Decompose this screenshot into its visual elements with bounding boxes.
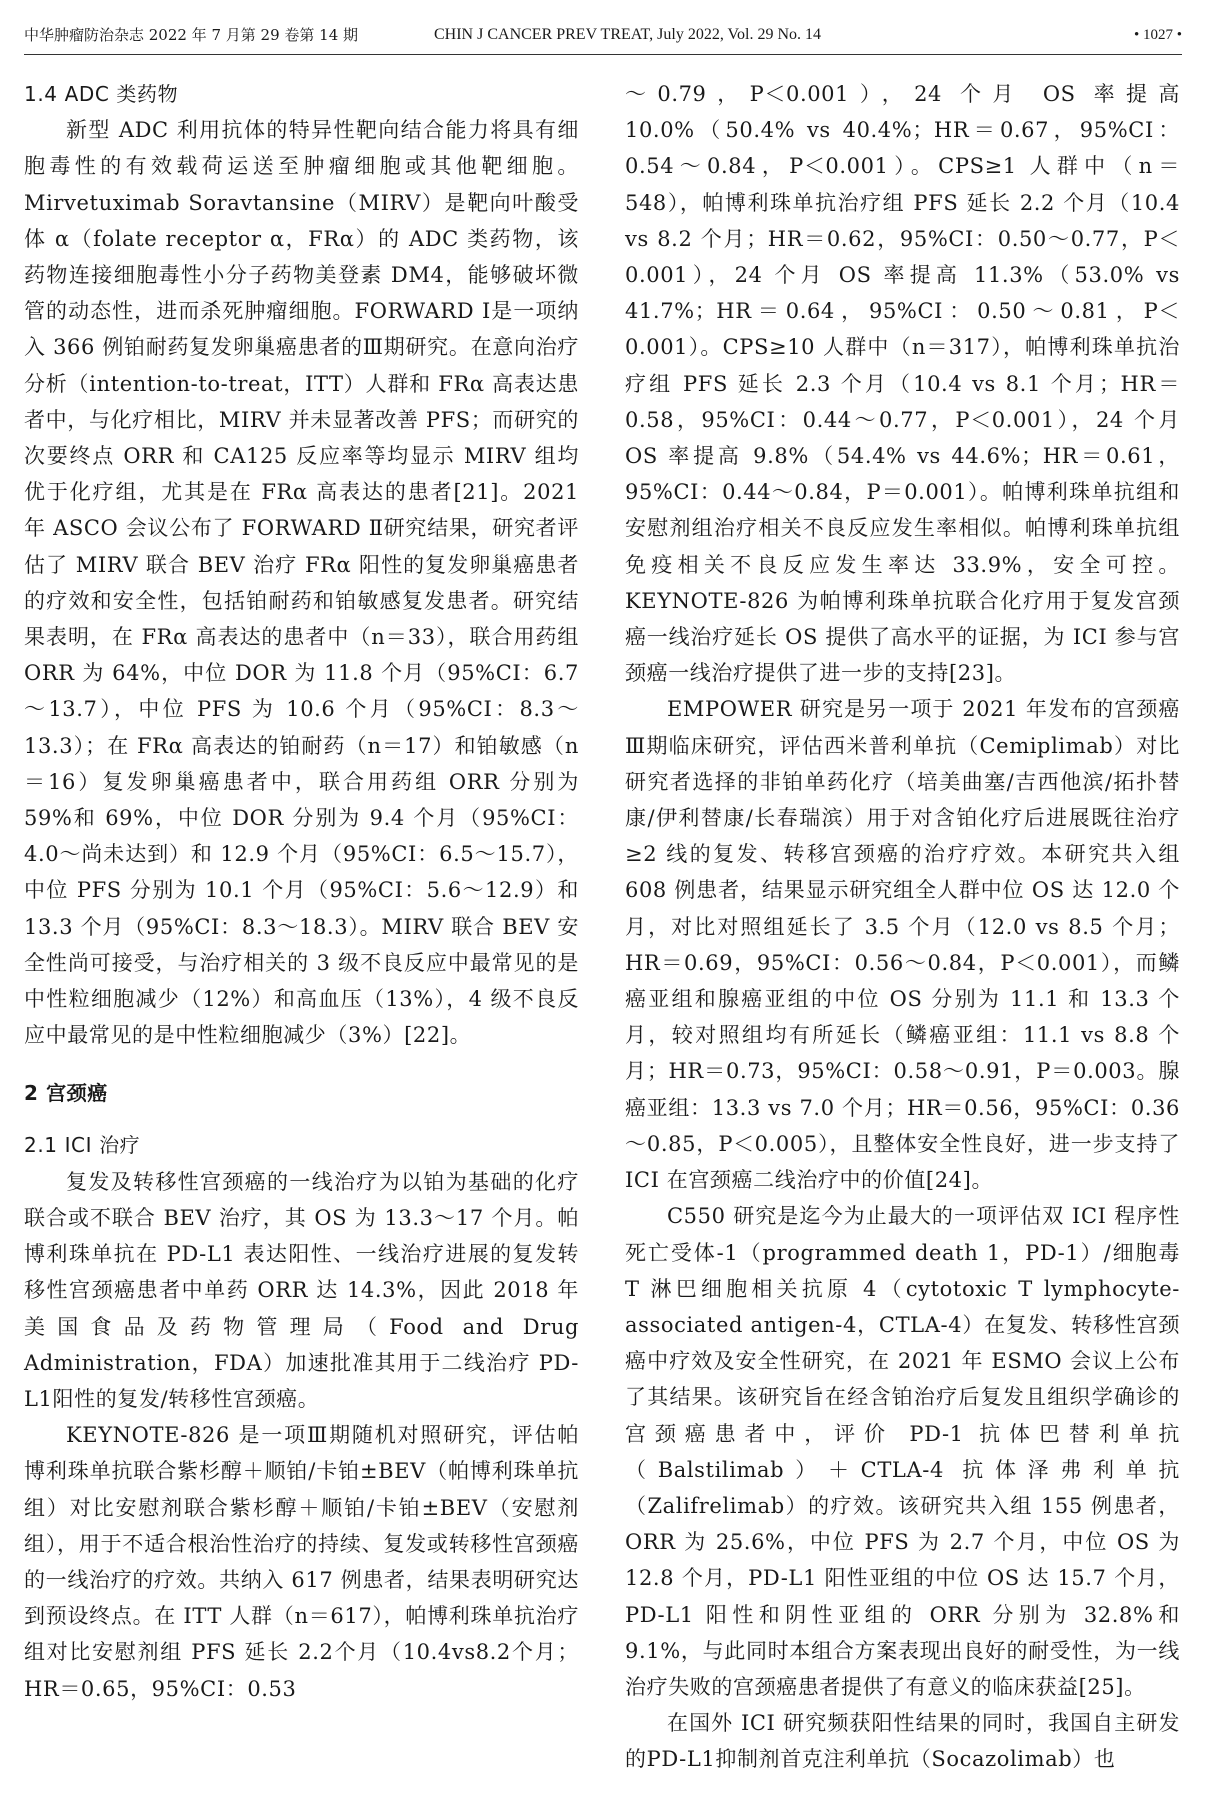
section-heading-1-4: 1.4 ADC 类药物 bbox=[24, 82, 179, 106]
journal-title-en: CHIN J CANCER PREV TREAT, July 2022, Vol. 29 No. 14 bbox=[434, 26, 822, 43]
paragraph-adc: 新型 ADC 利用抗体的特异性靶向结合能力将具有细胞毒性的有效载荷运送至肿瘤细胞或其他靶细胞。Mirvetuximab Soravtansine（MIRV）是靶向叶酸受体 α（folate receptor α，FRα）的 ADC 类药物，该药物连接细胞毒性小分子药物美登素 DM4，能够破坏微管的动态性，进而杀死肿瘤细胞。FORWARD Ⅰ是一项纳入 366 例铂耐药复发卵巢癌患者的Ⅲ期研究。在意向治疗分析（intention-to-treat，ITT）人群和 FRα 高表达患者中，与化疗相比，MIRV 并未显著改善 PFS；而研究的次要终点 ORR 和 CA125 反应率等均显示 MIRV 组均优于化疗组，尤其是在 FRα 高表达的患者[21]。2021 年 ASCO 会议公布了 FORWARD Ⅱ研究结果，研究者评估了 MIRV 联合 BEV 治疗 FRα 阳性的复发卵巢癌患者的疗效和安全性，包括铂耐药和铂敏感复发患者。研究结果表明，在 FRα 高表达的患者中（n＝33），联合用药组 ORR 为 64%，中位 DOR 为 11.8 个月（95%CI：6.7～13.7），中位 PFS 为 10.6 个月（95%CI：8.3～13.3）；在 FRα 高表达的铂耐药（n＝17）和铂敏感（n＝16）复发卵巢癌患者中，联合用药组 ORR 分别为 59%和 69%，中位 DOR 分别为 9.4 个月（95%CI：4.0～尚未达到）和 12.9 个月（95%CI：6.5～15.7），中位 PFS 分别为 10.1 个月（95%CI：5.6～12.9）和 13.3 个月（95%CI：8.3～18.3）。MIRV 联合 BEV 安全性尚可接受，与治疗相关的 3 级不良反应中最常见的是中性粒细胞减少（12%）和高血压（13%），4 级不良反应中最常见的是中性粒细胞减少（3%）[22]。 bbox=[24, 118, 579, 1048]
left-column bbox=[24, 76, 579, 1707]
running-header bbox=[24, 20, 1182, 50]
section-heading-2: 2 宫颈癌 bbox=[24, 1081, 108, 1106]
right-column bbox=[625, 76, 1180, 1778]
paragraph-cervical-intro: 复发及转移性宫颈癌的一线治疗为以铂为基础的化疗联合或不联合 BEV 治疗，其 OS 为 13.3～17 个月。帕博利珠单抗在 PD-L1 表达阳性、一线治疗进展的复发转移性宫颈癌患者中单药 ORR 达 14.3%，因此 2018 年美国食品及药物管理局（Food and Drug Administration，FDA）加速批准其用于二线治疗 PD-L1阳性的复发/转移性宫颈癌。 bbox=[24, 1169, 579, 1411]
paragraph-socazolimab: 在国外 ICI 研究频获阳性结果的同时，我国自主研发的PD-L1抑制剂首克注利单抗（Socazolimab）也 bbox=[625, 1711, 1180, 1772]
section-heading-2-1: 2.1 ICI 治疗 bbox=[24, 1133, 141, 1158]
paragraph-keynote-826: KEYNOTE-826 是一项Ⅲ期随机对照研究，评估帕博利珠单抗联合紫杉醇＋顺铂/卡铂±BEV（帕博利珠单抗组）对比安慰剂联合紫杉醇＋顺铂/卡铂±BEV（安慰剂组），用于不适合根治性治疗的持续、复发或转移性宫颈癌的一线治疗的疗效。共纳入 617 例患者，结果表明研究达到预设终点。在 ITT 人群（n＝617），帕博利珠单抗治疗组对比安慰剂组 PFS 延长 2.2个月（10.4vs8.2个月；HR＝0.65，95%CI：0.53 bbox=[24, 1423, 579, 1701]
paragraph-c550: C550 研究是迄今为止最大的一项评估双 ICI 程序性死亡受体-1（programmed death 1，PD-1）/细胞毒 T 淋巴细胞相关抗原 4（cytotoxic T lymphocyte-associated antigen-4，CTLA-4）在复发、转移性宫颈癌中疗效及安全性研究，在 2021 年 ESMO 会议上公布了其结果。该研究旨在经含铂治疗后复发且组织学确诊的宫颈癌患者中，评价 PD-1 抗体巴替利单抗（Balstilimab）＋CTLA-4 抗体泽弗利单抗（Zalifrelimab）的疗效。该研究共入组 155 例患者，ORR 为 25.6%，中位 PFS 为 2.7 个月，中位 OS 为 12.8 个月，PD-L1 阳性亚组的中位 OS 达 15.7 个月，PD-L1 阳性和阴性亚组的 ORR 分别为 32.8%和 9.1%，与此同时本组合方案表现出良好的耐受性，为一线治疗失败的宫颈癌患者提供了有意义的临床获益[25]。 bbox=[625, 1204, 1180, 1699]
page-number: • 1027 • bbox=[1133, 27, 1182, 43]
paragraph-empower: EMPOWER 研究是另一项于 2021 年发布的宫颈癌Ⅲ期临床研究，评估西米普利单抗（Cemiplimab）对比研究者选择的非铂单药化疗（培美曲塞/吉西他滨/拓扑替康/伊利替康/长春瑞滨）用于对含铂化疗后进展既往治疗≥2 线的复发、转移宫颈癌的治疗疗效。本研究共入组 608 例患者，结果显示研究组全人群中位 OS 达 12.0 个月，对比对照组延长了 3.5 个月（12.0 vs 8.5 个月；HR＝0.69，95%CI：0.56～0.84，P＜0.001），而鳞癌亚组和腺癌亚组的中位 OS 分别为 11.1 和 13.3 个月，较对照组均有所延长（鳞癌亚组：11.1 vs 8.8 个月；HR＝0.73，95%CI：0.58～0.91，P＝0.003。腺癌亚组：13.3 vs 7.0 个月；HR＝0.56，95%CI：0.36～0.85，P＜0.005），且整体安全性良好，进一步支持了 ICI 在宫颈癌二线治疗中的价值[24]。 bbox=[625, 697, 1180, 1193]
journal-title-cn: 中华肿瘤防治杂志 2022 年 7 月第 29 卷第 14 期 bbox=[24, 26, 359, 44]
paragraph-keynote-826-cont: ～0.79，P＜0.001），24 个月 OS 率提高 10.0%（50.4% vs 40.4%；HR＝0.67，95%CI：0.54～0.84，P＜0.001）。CPS≥1 人群中（n＝548），帕博利珠单抗治疗组 PFS 延长 2.2 个月（10.4 vs 8.2 个月；HR＝0.62，95%CI：0.50～0.77，P＜0.001），24 个月 OS 率提高 11.3%（53.0% vs 41.7%；HR＝0.64，95%CI：0.50～0.81，P＜0.001）。CPS≥10 人群中（n＝317），帕博利珠单抗治疗组 PFS 延长 2.3 个月（10.4 vs 8.1 个月；HR＝0.58，95%CI：0.44～0.77，P＜0.001），24 个月 OS 率提高 9.8%（54.4% vs 44.6%；HR＝0.61，95%CI：0.44～0.84，P＝0.001）。帕博利珠单抗组和安慰剂组治疗相关不良反应发生率相似。帕博利珠单抗组免疫相关不良反应发生率达 33.9%，安全可控。KEYNOTE-826 为帕博利珠单抗联合化疗用于复发宫颈癌一线治疗延长 OS 提供了高水平的证据，为 ICI 参与宫颈癌一线治疗提供了进一步的支持[23]。 bbox=[625, 82, 1180, 686]
header-rule bbox=[24, 54, 1182, 55]
